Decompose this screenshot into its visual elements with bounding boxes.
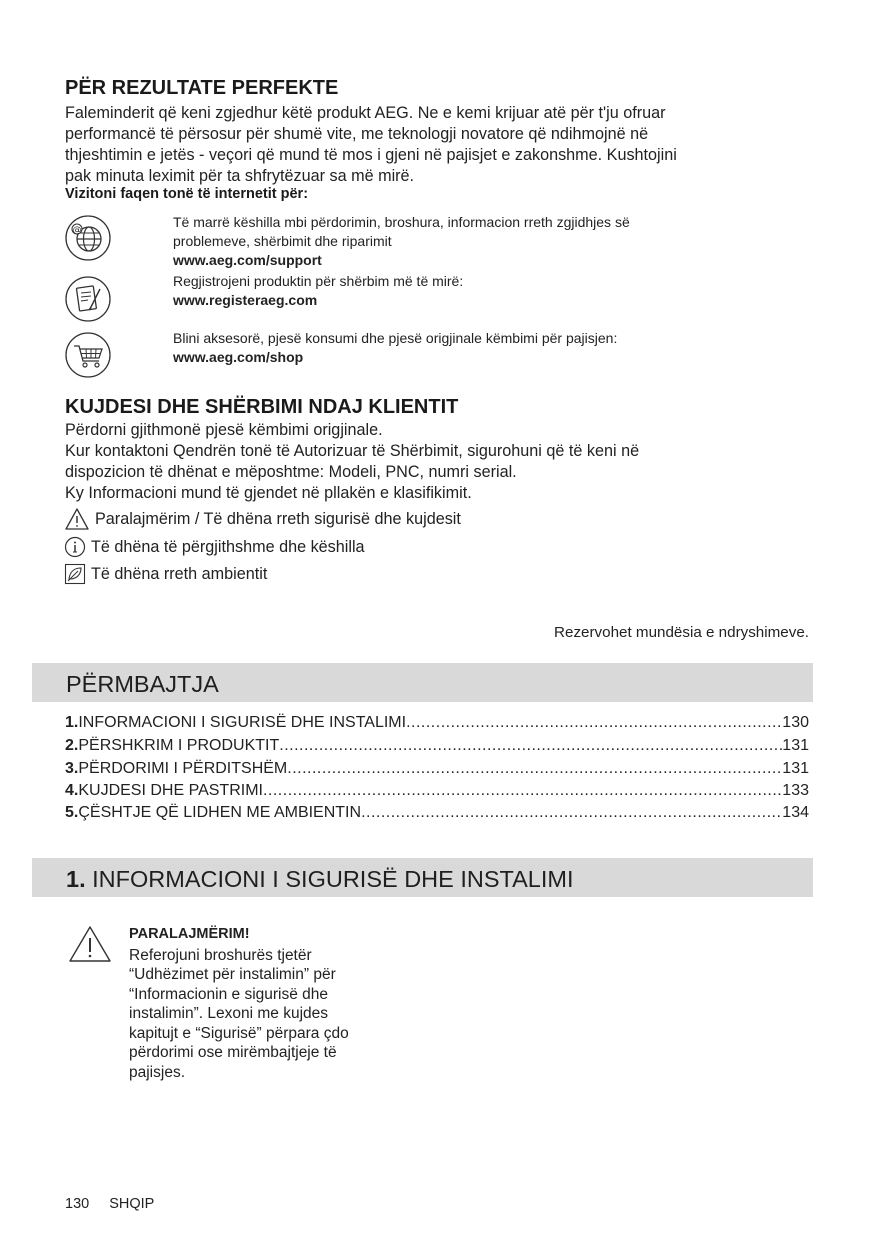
support-text-line: Të marrë këshilla mbi përdorimin, broshura, informacion rreth zgjidhjes së bbox=[173, 214, 630, 230]
section1-title bbox=[66, 866, 574, 893]
toc-item-label: PËRDORIMI I PËRDITSHËM bbox=[78, 760, 288, 777]
support-link[interactable]: www.aeg.com/support bbox=[173, 252, 322, 268]
page-number: 130 bbox=[65, 1196, 90, 1212]
warning-line: kapitujt e “Sigurisë” përpara çdo bbox=[129, 1024, 349, 1042]
legend-info-text: Të dhëna të përgjithshme dhe këshilla bbox=[91, 537, 365, 556]
toc-item[interactable] bbox=[65, 804, 809, 822]
contents-header-band bbox=[32, 663, 813, 702]
info-icon bbox=[64, 536, 86, 558]
support-block bbox=[173, 213, 813, 270]
toc-item-page: 134 bbox=[782, 804, 809, 821]
legend-warning bbox=[64, 507, 461, 531]
register-icon bbox=[64, 275, 112, 323]
contents-title: PËRMBAJTJA bbox=[66, 671, 219, 697]
warning-line: pajisjes. bbox=[129, 1063, 185, 1081]
toc-item-label: KUJDESI DHE PASTRIMI bbox=[78, 782, 263, 799]
toc-item[interactable] bbox=[65, 760, 809, 778]
toc-item[interactable] bbox=[65, 782, 809, 800]
legend-environment bbox=[64, 563, 267, 585]
shop-block bbox=[173, 329, 813, 367]
svg-text:@: @ bbox=[72, 225, 82, 236]
shop-text: Blini aksesorë, pjesë konsumi dhe pjesë origjinale këmbimi për pajisjen: bbox=[173, 330, 618, 346]
intro-paragraph bbox=[65, 103, 825, 187]
footer bbox=[65, 1196, 154, 1212]
care-line: Ky Informacioni mund të gjendet në pllakën e klasifikimit. bbox=[65, 484, 472, 502]
section1-header-band bbox=[32, 858, 813, 897]
legend-warning-text: Paralajmërim / Të dhëna rreth sigurisë dhe kujdesit bbox=[95, 509, 461, 528]
reserve-note: Rezervohet mundësia e ndryshimeve. bbox=[554, 624, 809, 641]
care-line: dispozicion të dhënat e mëposhtme: Modeli, PNC, numri serial. bbox=[65, 463, 517, 481]
intro-title: PËR REZULTATE PERFEKTE bbox=[65, 77, 339, 99]
warning-title: PARALAJMËRIM! bbox=[129, 926, 250, 942]
toc-item-number: 5. bbox=[65, 804, 79, 821]
warning-line: “Informacionin e sigurisë dhe bbox=[129, 985, 329, 1003]
care-line: Kur kontaktoni Qendrën tonë të Autorizuar të Shërbimit, sigurohuni që të keni në bbox=[65, 442, 640, 460]
toc-item-label: INFORMACIONI I SIGURISË DHE INSTALIMI bbox=[78, 714, 407, 731]
support-text-line: problemeve, shërbimit dhe riparimit bbox=[173, 233, 392, 249]
warning-line: “Udhëzimet për instalimin” për bbox=[129, 966, 336, 983]
toc-item-number: 3. bbox=[65, 760, 79, 777]
toc-item-page: 130 bbox=[782, 714, 809, 731]
warning-triangle-icon bbox=[68, 925, 112, 963]
legend-info bbox=[64, 536, 365, 558]
register-link[interactable]: www.registeraeg.com bbox=[173, 292, 318, 308]
toc-item-label: ÇËSHTJE QË LIDHEN ME AMBIENTIN bbox=[78, 804, 362, 821]
shop-link[interactable]: www.aeg.com/shop bbox=[173, 349, 304, 365]
toc-item-label: PËRSHKRIM I PRODUKTIT bbox=[78, 737, 280, 754]
intro-line: thjeshtimin e jetës - veçori që mund të mos i gjeni në pajisjet e zakonshme. Kushtojini bbox=[65, 146, 677, 164]
register-text: Regjistrojeni produktin për shërbim më të mirë: bbox=[173, 273, 464, 289]
toc-dot-leader bbox=[406, 714, 782, 732]
toc-item[interactable] bbox=[65, 737, 809, 755]
toc-item-page: 131 bbox=[782, 737, 809, 754]
intro-line: pak minuta leximit për ta shfrytëzuar sa më mirë. bbox=[65, 167, 415, 185]
warning-line: përdorimi ose mirëmbajtjeje të bbox=[129, 1044, 337, 1061]
toc-item-page: 133 bbox=[782, 782, 809, 799]
care-line: Përdorni gjithmonë pjesë këmbimi origjinale. bbox=[65, 421, 383, 439]
leaf-icon bbox=[64, 563, 86, 585]
toc-dot-leader bbox=[287, 760, 782, 778]
toc-dot-leader bbox=[279, 737, 782, 755]
warning-line: instalimin”. Lexoni me kujdes bbox=[129, 1005, 329, 1022]
cart-icon bbox=[64, 331, 112, 379]
toc-item-number: 1. bbox=[65, 714, 79, 731]
warning-triangle-icon bbox=[64, 507, 90, 531]
intro-line: Faleminderit që keni zgjedhur këtë produkt AEG. Ne e kemi krijuar atë për t'ju ofruar bbox=[65, 104, 666, 122]
toc-item-page: 131 bbox=[782, 760, 809, 777]
toc-dot-leader bbox=[361, 804, 782, 822]
warning-line: Referojuni broshurës tjetër bbox=[129, 946, 312, 964]
care-paragraph bbox=[65, 420, 825, 504]
register-block bbox=[173, 272, 813, 310]
toc-item-number: 2. bbox=[65, 737, 79, 754]
care-title: KUJDESI DHE SHËRBIMI NDAJ KLIENTIT bbox=[65, 396, 459, 418]
toc-item[interactable] bbox=[65, 714, 809, 732]
toc-dot-leader bbox=[263, 782, 782, 800]
section1-title-text: INFORMACIONI I SIGURISË DHE INSTALIMI bbox=[85, 866, 574, 892]
visit-label: Vizitoni faqen tonë të internetit për: bbox=[65, 186, 309, 202]
warning-block bbox=[129, 925, 389, 1082]
intro-line: performancë të përsosur për shumë vite, me teknologji novatore që ndihmojnë në bbox=[65, 125, 649, 143]
section1-number: 1. bbox=[66, 866, 86, 892]
toc-item-number: 4. bbox=[65, 782, 79, 799]
footer-language: SHQIP bbox=[109, 1196, 155, 1212]
legend-environment-text: Të dhëna rreth ambientit bbox=[91, 564, 268, 583]
globe-icon bbox=[64, 214, 112, 262]
